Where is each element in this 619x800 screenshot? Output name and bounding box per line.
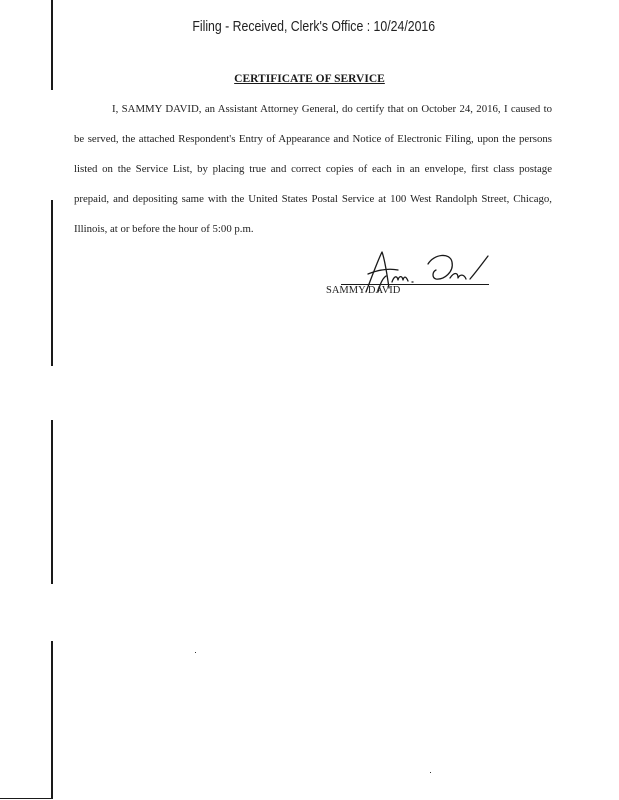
certificate-body xyxy=(74,94,552,244)
scan-speck xyxy=(430,772,431,773)
signature-block xyxy=(326,246,491,296)
certificate-title: CERTIFICATE OF SERVICE xyxy=(234,73,385,85)
certificate-paragraph: I, SAMMY DAVID, an Assistant Attorney General, do certify that on October 24, 2016, I caused to be served, the attached Respondent's Entry of Appearance and Notice of Electronic Filing, upon the persons listed on the Service List, by placing true and correct copies of each in an envelope, first class postage prepaid, and depositing same with the United States Postal Service at 100 West Randolph Street, Chicago, Illinois, at or before the hour of 5:00 p.m. xyxy=(74,103,552,235)
margin-rule-2 xyxy=(51,200,53,366)
bottom-rule xyxy=(0,798,52,799)
scan-speck xyxy=(195,652,196,653)
margin-rule-4 xyxy=(51,641,53,799)
margin-rule-3 xyxy=(51,420,53,584)
signer-name: SAMMY DAVID xyxy=(326,285,401,296)
filing-stamp: Filing - Received, Clerk's Office : 10/24/2016 xyxy=(192,18,436,35)
